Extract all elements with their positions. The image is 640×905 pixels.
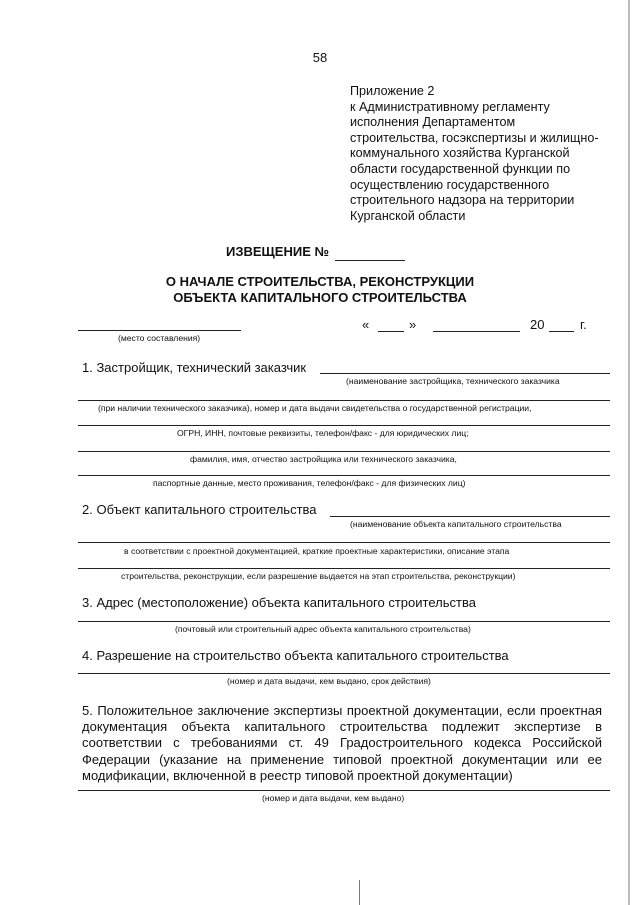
developer-field[interactable] (320, 373, 610, 374)
object-caption-2: в соответствии с проектной документацией, краткие проектные характеристики, описание этапа (124, 546, 510, 556)
month-field[interactable] (433, 331, 520, 332)
subtitle-line-1: О НАЧАЛЕ СТРОИТЕЛЬСТВА, РЕКОНСТРУКЦИИ (165, 274, 475, 289)
developer-field-3[interactable] (78, 425, 610, 426)
address-field[interactable] (78, 621, 610, 622)
developer-field-2[interactable] (78, 400, 610, 401)
appendix-line: осуществлению государственного (350, 177, 550, 192)
date-close-quote: » (409, 317, 417, 332)
object-label: 2. Объект капитального строительства (82, 502, 317, 517)
appendix-note (350, 84, 599, 224)
developer-caption-4: фамилия, имя, отчество застройщика или технического заказчика, (190, 454, 457, 464)
object-field-2[interactable] (78, 542, 610, 543)
expertise-line: Федерации (указание на применение типовой проектной документации или ее (82, 751, 602, 767)
appendix-line: Курганской области (350, 208, 466, 223)
developer-caption-3: ОГРН, ИНН, почтовые реквизиты, телефон/факс - для юридических лиц; (177, 428, 469, 438)
developer-label: 1. Застройщик, технический заказчик (82, 360, 307, 375)
page-number: 58 (312, 50, 328, 65)
appendix-line: исполнения Департаментом (350, 115, 516, 130)
permit-label: 4. Разрешение на строительство объекта капитального строительства (82, 648, 509, 663)
expertise-line: 5. Положительное заключение экспертизы проектной документации, если проектная (82, 703, 602, 718)
date-open-quote: « (362, 317, 370, 332)
place-caption: (место составления) (118, 333, 201, 343)
object-caption-3: строительства, реконструкции, если разрешение выдается на этап строительства, реконструкции) (121, 571, 516, 581)
address-caption: (почтовый или строительный адрес объекта капитального строительства) (175, 624, 471, 634)
appendix-line: области государственной функции по (350, 161, 571, 176)
appendix-line: к Административному регламенту (350, 99, 550, 114)
year-field[interactable] (549, 331, 574, 332)
developer-field-4[interactable] (78, 451, 610, 452)
expertise-line: модификации, включенной в реестр типовой проектной документации) (82, 767, 513, 783)
developer-field-5[interactable] (78, 475, 610, 476)
address-label: 3. Адрес (местоположение) объекта капитального строительства (82, 595, 476, 610)
object-field[interactable] (330, 516, 610, 517)
object-caption: (наименование объекта капитального строительства (350, 519, 562, 529)
permit-caption: (номер и дата выдачи, кем выдано, срок действия) (227, 676, 431, 686)
appendix-line: Приложение 2 (350, 84, 435, 98)
appendix-line: строительного надзора на территории (350, 193, 575, 208)
notice-number-field[interactable] (335, 260, 405, 261)
object-field-3[interactable] (78, 568, 610, 569)
subtitle-line-2: ОБЪЕКТА КАПИТАЛЬНОГО СТРОИТЕЛЬСТВА (173, 290, 467, 305)
expertise-caption: (номер и дата выдачи, кем выдано) (262, 793, 405, 803)
notice-title: ИЗВЕЩЕНИЕ № (226, 244, 329, 259)
expertise-line: документация объекта капитального строительства подлежит экспертизе в (82, 719, 602, 735)
day-field[interactable] (378, 331, 404, 332)
developer-caption: (наименование застройщика, технического заказчика (346, 376, 560, 386)
expertise-paragraph (82, 703, 602, 784)
developer-caption-5: паспортные данные, место проживания, телефон/факс - для физических лиц) (153, 478, 466, 488)
page-edge-shadow (628, 0, 630, 905)
year-suffix: г. (580, 317, 587, 332)
year-prefix: 20 (530, 317, 545, 332)
appendix-line: коммунального хозяйства Курганской (350, 146, 570, 161)
expertise-line: соответствии с требованиями ст. 49 Градостроительного кодекса Российской (82, 735, 602, 751)
permit-field[interactable] (78, 673, 610, 674)
appendix-line: строительства, госэкспертизы и жилищно- (350, 130, 599, 145)
place-field[interactable] (78, 330, 241, 331)
developer-caption-2: (при наличии технического заказчика), номер и дата выдачи свидетельства о государственной регистрации, (98, 403, 532, 413)
scan-artifact (359, 880, 360, 905)
expertise-field[interactable] (78, 790, 610, 791)
